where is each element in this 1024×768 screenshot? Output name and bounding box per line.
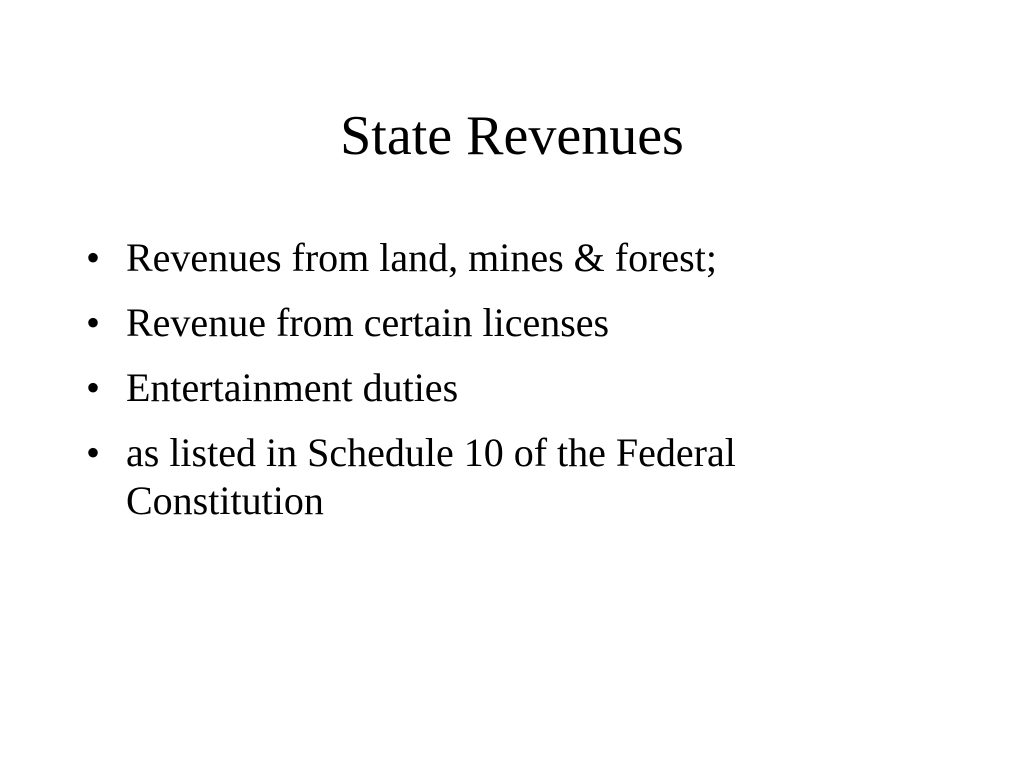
slide-title: State Revenues bbox=[340, 105, 684, 167]
bullet-icon: • bbox=[86, 300, 101, 345]
bullet-text: Revenues from land, mines & forest; bbox=[126, 235, 717, 280]
bullet-icon: • bbox=[86, 235, 101, 280]
bullet-text: Entertainment duties bbox=[126, 365, 459, 410]
bullet-list bbox=[86, 234, 906, 542]
bullet-item-licenses bbox=[86, 299, 906, 347]
bullet-item-schedule-10 bbox=[86, 429, 906, 525]
bullet-icon: • bbox=[86, 430, 101, 475]
bullet-item-land-mines-forest bbox=[86, 234, 906, 282]
bullet-text: as listed in Schedule 10 of the Federal Constitution bbox=[126, 430, 736, 523]
bullet-item-entertainment-duties bbox=[86, 364, 906, 412]
bullet-text: Revenue from certain licenses bbox=[126, 300, 610, 345]
bullet-icon: • bbox=[86, 365, 101, 410]
